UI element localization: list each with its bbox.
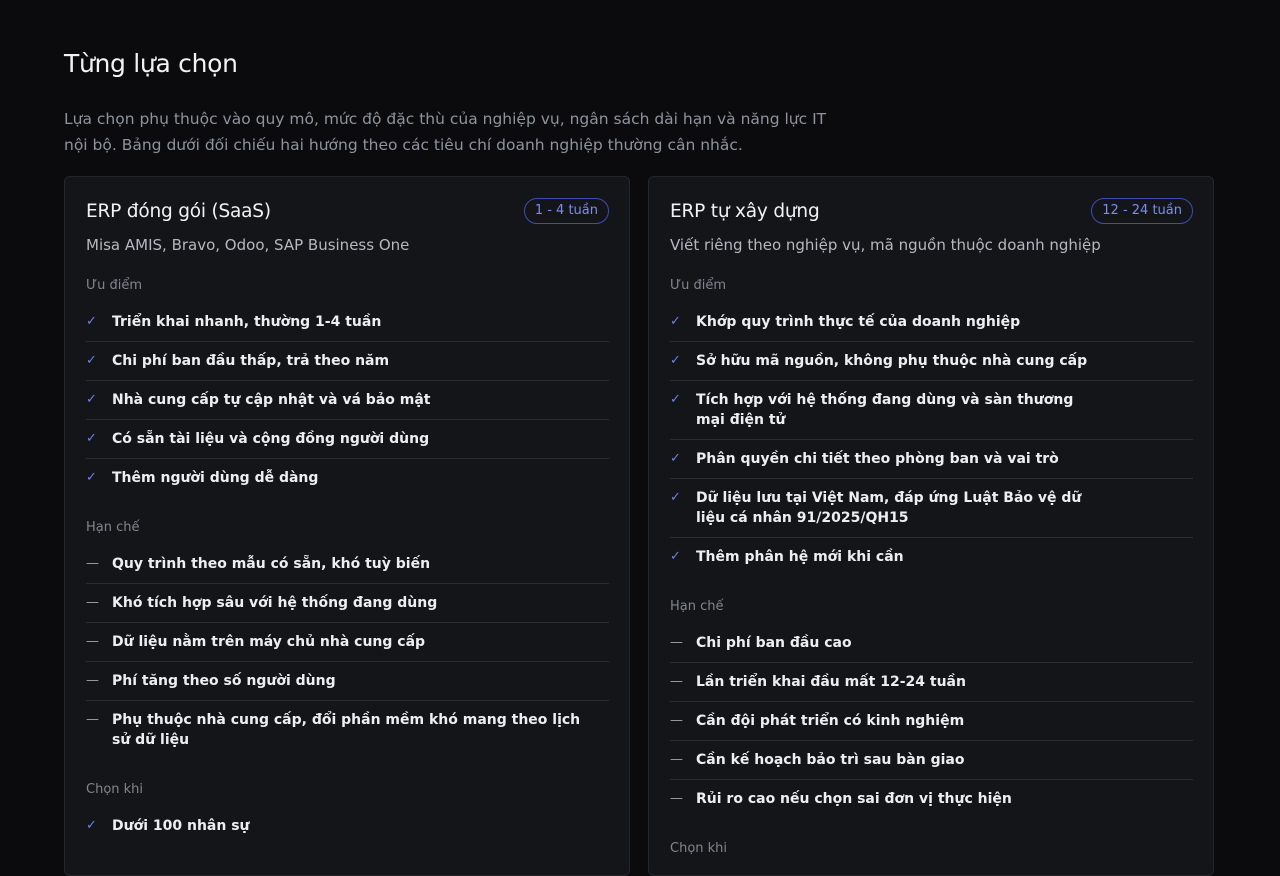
check-icon: ✓ xyxy=(670,353,681,368)
pros-label: Ưu điểm xyxy=(670,278,727,293)
pros-list xyxy=(670,303,1193,576)
cons-label: Hạn chế xyxy=(670,599,724,614)
list-item xyxy=(86,381,609,420)
list-item xyxy=(86,807,609,845)
list-item-text: Thêm người dùng dễ dàng xyxy=(112,470,319,486)
list-item-text: Cần kế hoạch bảo trì sau bàn giao xyxy=(696,752,965,768)
list-item xyxy=(86,459,609,497)
list-item-text: Cần đội phát triển có kinh nghiệm xyxy=(696,713,965,729)
card-header xyxy=(670,197,1193,225)
list-item-text: Tích hợp với hệ thống đang dùng và sàn thương mại điện tử xyxy=(696,392,1074,428)
list-item-text: Chi phí ban đầu cao xyxy=(696,635,852,651)
list-item-text: Dữ liệu lưu tại Việt Nam, đáp ứng Luật Bảo vệ dữ liệu cá nhân 91/2025/QH15 xyxy=(696,490,1082,526)
cons-list xyxy=(670,624,1193,818)
list-item-text: Chi phí ban đầu thấp, trả theo năm xyxy=(112,353,390,369)
list-item xyxy=(86,662,609,701)
check-icon: ✓ xyxy=(86,470,97,485)
list-item xyxy=(670,741,1193,780)
dash-icon: — xyxy=(86,556,99,571)
list-item xyxy=(670,780,1193,818)
dash-icon: — xyxy=(670,713,683,728)
list-item xyxy=(670,479,1193,538)
list-item xyxy=(86,545,609,584)
list-item-text: Phí tăng theo số người dùng xyxy=(112,673,336,689)
dash-icon: — xyxy=(86,595,99,610)
dash-icon: — xyxy=(670,752,683,767)
check-icon: ✓ xyxy=(670,490,681,505)
page-description: Lựa chọn phụ thuộc vào quy mô, mức độ đặc thù của nghiệp vụ, ngân sách dài hạn và năng lực IT nội bộ. Bảng dưới đối chiếu hai hướng theo các tiêu chí doanh nghiệp thường cân nhắc. xyxy=(64,110,827,154)
list-item-text: Dữ liệu nằm trên máy chủ nhà cung cấp xyxy=(112,634,426,650)
list-item xyxy=(86,342,609,381)
when-label: Chọn khi xyxy=(670,841,728,856)
check-icon: ✓ xyxy=(86,818,97,833)
check-icon: ✓ xyxy=(670,451,681,466)
list-item xyxy=(670,303,1193,342)
list-item xyxy=(670,702,1193,741)
list-item-text: Phụ thuộc nhà cung cấp, đổi phần mềm khó mang theo lịch sử dữ liệu xyxy=(112,712,581,748)
list-item xyxy=(670,538,1193,576)
list-item-text: Triển khai nhanh, thường 1-4 tuần xyxy=(112,314,382,330)
dash-icon: — xyxy=(86,634,99,649)
pros-list xyxy=(86,303,609,497)
list-item-text: Dưới 100 nhân sự xyxy=(112,818,250,834)
check-icon: ✓ xyxy=(86,353,97,368)
duration-badge: 12 - 24 tuần xyxy=(1091,198,1193,224)
dash-icon: — xyxy=(86,673,99,688)
when-list xyxy=(86,807,609,845)
list-item-text: Quy trình theo mẫu có sẵn, khó tuỳ biến xyxy=(112,556,431,572)
list-item-text: Thêm phân hệ mới khi cần xyxy=(696,549,904,565)
check-icon: ✓ xyxy=(670,549,681,564)
list-item xyxy=(86,584,609,623)
card-title: ERP đóng gói (SaaS) xyxy=(86,200,271,222)
pros-label: Ưu điểm xyxy=(86,278,143,293)
check-icon: ✓ xyxy=(670,392,681,407)
dash-icon: — xyxy=(670,791,683,806)
list-item-text: Lần triển khai đầu mất 12-24 tuần xyxy=(696,674,966,690)
list-item-text: Phân quyền chi tiết theo phòng ban và vai trò xyxy=(696,451,1059,467)
list-item-text: Nhà cung cấp tự cập nhật và vá bảo mật xyxy=(112,392,431,408)
list-item-text: Khớp quy trình thực tế của doanh nghiệp xyxy=(696,314,1021,330)
list-item-text: Rủi ro cao nếu chọn sai đơn vị thực hiện xyxy=(696,791,1012,807)
check-icon: ✓ xyxy=(670,314,681,329)
list-item-text: Có sẵn tài liệu và cộng đồng người dùng xyxy=(112,431,430,447)
check-icon: ✓ xyxy=(86,431,97,446)
duration-badge: 1 - 4 tuần xyxy=(524,198,609,224)
page-title: Từng lựa chọn xyxy=(64,49,238,78)
when-label: Chọn khi xyxy=(86,782,144,797)
list-item-text: Sở hữu mã nguồn, không phụ thuộc nhà cung cấp xyxy=(696,353,1088,369)
list-item-text: Khó tích hợp sâu với hệ thống đang dùng xyxy=(112,595,438,611)
card-saas-erp xyxy=(64,176,630,876)
list-item xyxy=(86,701,609,759)
card-subtitle: Viết riêng theo nghiệp vụ, mã nguồn thuộc doanh nghiệp xyxy=(670,236,1101,254)
dash-icon: — xyxy=(86,712,99,727)
list-item xyxy=(86,623,609,662)
check-icon: ✓ xyxy=(86,392,97,407)
list-item xyxy=(670,624,1193,663)
list-item xyxy=(86,420,609,459)
check-icon: ✓ xyxy=(86,314,97,329)
cons-list xyxy=(86,545,609,759)
list-item xyxy=(86,303,609,342)
list-item xyxy=(670,663,1193,702)
cons-label: Hạn chế xyxy=(86,520,140,535)
card-subtitle: Misa AMIS, Bravo, Odoo, SAP Business One xyxy=(86,236,410,254)
card-custom-erp xyxy=(648,176,1214,876)
card-header xyxy=(86,197,609,225)
dash-icon: — xyxy=(670,674,683,689)
list-item xyxy=(670,342,1193,381)
list-item xyxy=(670,381,1193,440)
list-item xyxy=(670,440,1193,479)
card-title: ERP tự xây dựng xyxy=(670,200,820,222)
dash-icon: — xyxy=(670,635,683,650)
